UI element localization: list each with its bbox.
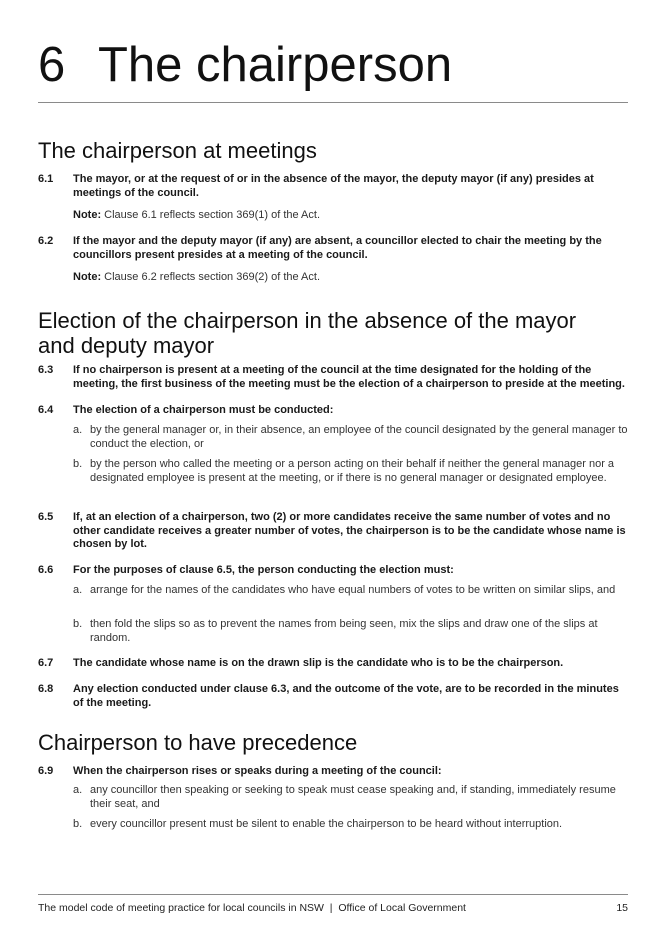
subitem-6-4-b: [73, 458, 628, 485]
chapter-title: [38, 36, 452, 94]
subitem-text: then fold the slips so as to prevent the names from being seen, mix the slips and draw one of the slips at random.: [90, 618, 598, 644]
section-heading-election-of-chairperson: Election of the chairperson in the absence of the mayor and deputy mayor: [38, 308, 577, 358]
note-label: Note:: [73, 271, 102, 283]
footer-divider: [38, 894, 628, 895]
clause-number: 6.4: [38, 404, 54, 416]
clause-number: 6.2: [38, 235, 54, 247]
subitem-6-9-b: [73, 818, 628, 832]
section-heading-chairperson-precedence: Chairperson to have precedence: [38, 730, 358, 755]
clause-number: 6.3: [38, 364, 54, 376]
clause-6-7: [38, 657, 628, 671]
subitem-text: arrange for the names of the candidates who have equal numbers of votes to be written on similar slips, and: [90, 584, 616, 596]
clause-6-8: [38, 683, 628, 710]
clause-text: If, at an election of a chairperson, two (2) or more candidates receive the same number of votes and no other candidate receives a greater number of votes, the chairperson is to be the candidate whose name is chosen by lot.: [73, 511, 626, 550]
note-text: Clause 6.1 reflects section 369(1) of the Act.: [101, 209, 321, 221]
chapter-title-text: The chairperson: [98, 38, 453, 92]
subitem-letter: a.: [73, 784, 83, 796]
subitem-6-9-a: [73, 784, 628, 811]
footer-document-title: The model code of meeting practice for local councils in NSW | Office of Local Government: [38, 902, 466, 914]
clause-text: The election of a chairperson must be conducted:: [73, 404, 334, 416]
clause-number: 6.6: [38, 564, 54, 576]
clause-number: 6.7: [38, 657, 54, 669]
clause-number: 6.1: [38, 173, 54, 185]
subitem-text: by the general manager or, in their absence, an employee of the council designated by the general manager to conduct the election, or: [90, 424, 628, 450]
clause-text: The mayor, or at the request of or in the absence of the mayor, the deputy mayor (if any) presides at meetings of the council.: [73, 173, 594, 199]
clause-6-4: [38, 404, 628, 418]
subitem-letter: b.: [73, 818, 83, 830]
subitem-6-4-a: [73, 424, 628, 451]
subitem-letter: b.: [73, 458, 83, 470]
clause-text: The candidate whose name is on the drawn slip is the candidate who is to be the chairperson.: [73, 657, 564, 669]
clause-text: When the chairperson rises or speaks during a meeting of the council:: [73, 765, 442, 777]
clause-text: If the mayor and the deputy mayor (if any) are absent, a councillor elected to chair the meeting by the councillors present presides at a meeting of the council.: [73, 235, 602, 261]
page-number: 15: [616, 902, 628, 914]
clause-6-9: [38, 765, 628, 779]
subitem-letter: a.: [73, 424, 83, 436]
clause-6-3: [38, 364, 628, 391]
clause-number: 6.5: [38, 511, 54, 523]
subitem-6-6-b: [73, 618, 628, 645]
subitem-letter: b.: [73, 618, 83, 630]
clause-6-6: [38, 564, 628, 578]
note-6-1: [73, 209, 628, 223]
subitem-text: by the person who called the meeting or a person acting on their behalf if neither the general manager nor a designated employee is present at the meeting, or if there is no general manager or designated employee.: [90, 458, 615, 484]
subitem-text: any councillor then speaking or seeking to speak must cease speaking and, if standing, immediately resume their seat, and: [90, 784, 616, 810]
note-text: Clause 6.2 reflects section 369(2) of the Act.: [101, 271, 321, 283]
subitem-text: every councillor present must be silent to enable the chairperson to be heard without interruption.: [90, 818, 563, 830]
subitem-6-6-a: [73, 584, 628, 598]
note-label: Note:: [73, 209, 102, 221]
clause-text: Any election conducted under clause 6.3, and the outcome of the vote, are to be recorded in the minutes of the meeting.: [73, 683, 619, 709]
clause-number: 6.8: [38, 683, 54, 695]
clause-6-1: [38, 173, 628, 200]
chapter-number: 6: [38, 38, 66, 92]
clause-text: If no chairperson is present at a meeting of the council at the time designated for the holding of the meeting, the first business of the meeting must be the election of a chairperson to preside at the meeting.: [73, 364, 625, 390]
title-divider: [38, 102, 628, 103]
clause-6-5: [38, 511, 628, 552]
note-6-2: [73, 271, 628, 285]
clause-number: 6.9: [38, 765, 54, 777]
section-heading-chairperson-at-meetings: The chairperson at meetings: [38, 138, 317, 163]
clause-6-2: [38, 235, 628, 262]
clause-text: For the purposes of clause 6.5, the person conducting the election must:: [73, 564, 454, 576]
subitem-letter: a.: [73, 584, 83, 596]
